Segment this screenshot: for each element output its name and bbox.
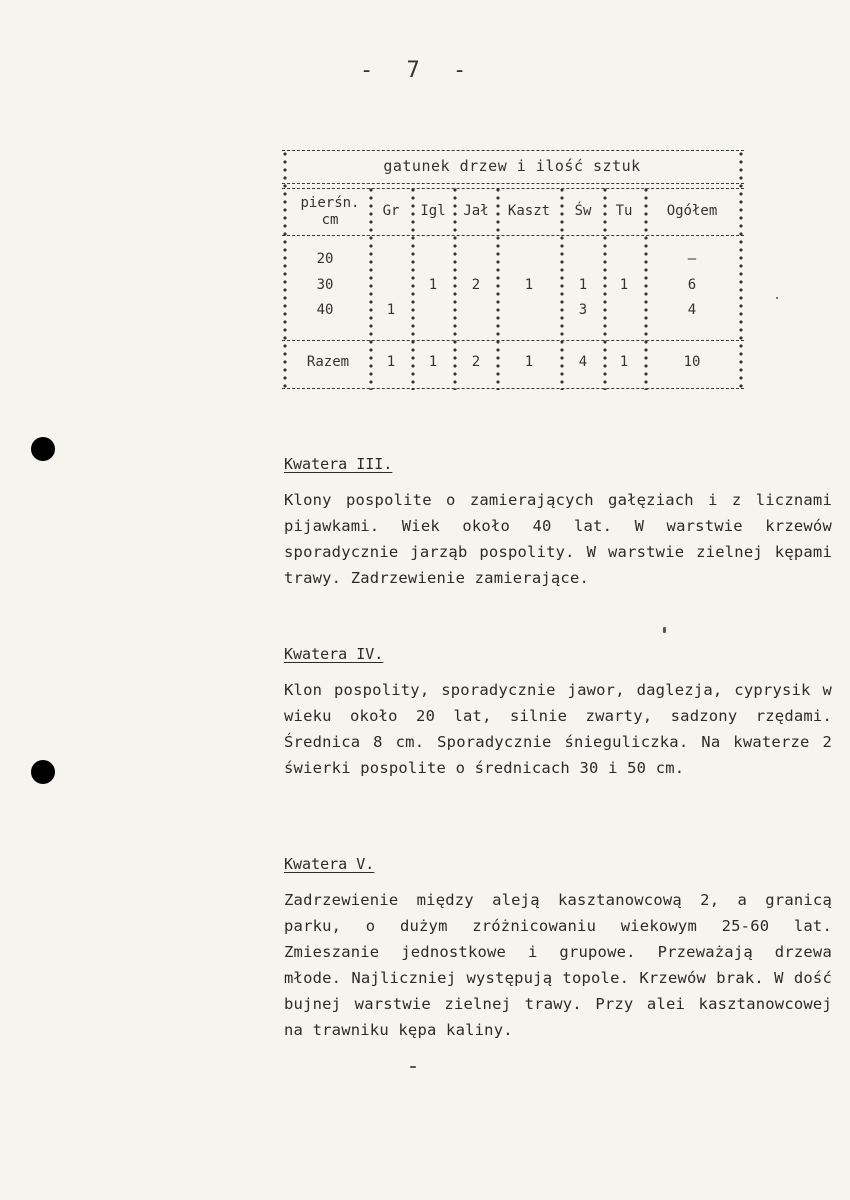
paper-speck <box>776 297 778 299</box>
paper-speck <box>663 627 666 633</box>
header-total: Ogółem <box>666 203 718 219</box>
table-rule <box>282 235 744 236</box>
row-igl: 1 <box>428 277 438 293</box>
section-heading: Kwatera V. <box>284 855 375 873</box>
row-sw: 3 <box>578 302 588 318</box>
sum-sw: 4 <box>578 354 588 370</box>
row-diam: 20 <box>316 251 334 267</box>
row-tu: 1 <box>619 277 629 293</box>
row-gr: 1 <box>386 302 396 318</box>
sum-label: Razem <box>306 354 350 370</box>
header-tu: Tu <box>615 203 633 219</box>
section-heading: Kwatera IV. <box>284 645 384 663</box>
table-rule-bottom <box>282 388 744 389</box>
sum-kaszt: 1 <box>524 354 534 370</box>
header-igl: Igl <box>420 203 446 219</box>
row-total: 6 <box>687 277 697 293</box>
header-gr: Gr <box>382 203 400 219</box>
row-total: 4 <box>687 302 697 318</box>
row-kaszt: 1 <box>524 277 534 293</box>
table-col-rule <box>738 150 744 390</box>
table-col-rule <box>643 186 649 390</box>
table-rule-top <box>282 150 744 151</box>
section-heading: Kwatera III. <box>284 455 393 473</box>
section-text: Klon pospolity, sporadycznie jawor, daglezja, cyprysik w wieku około 20 lat, silnie zwarty, sadzony rzędami. Średnica 8 cm. Sporadycznie śnieguliczka. Na kwaterze 2 świerki pospolite o średnicach 30 i 50 cm. <box>284 681 832 777</box>
section-text: Zadrzewienie między aleją kasztanowcową 2, a granicą parku, o dużym zróżnicowaniu wiekowym 25-60 lat. Zmieszanie jednostkowe i grupowe. Przeważają drzewa młode. Najliczniej występują topole. Krzewów brak. W dość bujnej warstwie zielnej trawy. Przy alei kasztanowcowej na trawniku kępa kaliny. <box>284 891 832 1039</box>
table-col-rule <box>282 150 288 390</box>
row-sw: 1 <box>578 277 588 293</box>
sum-jal: 2 <box>471 354 481 370</box>
sum-total: 10 <box>683 354 701 370</box>
header-diameter <box>290 195 370 229</box>
section-kwatera-v <box>284 855 844 1043</box>
page-number: - 7 - <box>360 58 477 83</box>
paper-speck <box>410 1066 416 1068</box>
binder-hole <box>31 760 55 784</box>
row-jal: 2 <box>471 277 481 293</box>
header-diameter-unit: cm <box>321 212 339 228</box>
section-kwatera-iii <box>284 455 844 591</box>
header-kaszt: Kaszt <box>507 203 551 219</box>
table-rule <box>282 340 744 341</box>
sum-igl: 1 <box>428 354 438 370</box>
header-diameter-label: pierśn. <box>300 195 360 211</box>
row-diam: 30 <box>316 277 334 293</box>
header-jal: Jał <box>463 203 489 219</box>
section-kwatera-iv <box>284 645 844 781</box>
sum-tu: 1 <box>619 354 629 370</box>
sum-gr: 1 <box>386 354 396 370</box>
table-rule <box>282 183 744 184</box>
header-sw: Św <box>574 203 592 219</box>
row-total: – <box>687 251 697 267</box>
binder-hole <box>31 437 55 461</box>
table-title: gatunek drzew i ilość sztuk <box>383 157 641 175</box>
section-text: Klony pospolite o zamierających gałęziach i z licznami pijawkami. Wiek około 40 lat. W warstwie krzewów sporadycznie jarząb pospolity. W warstwie zielnej kępami trawy. Zadrzewienie zamierające. <box>284 491 832 587</box>
table-rule <box>282 188 744 189</box>
row-diam: 40 <box>316 302 334 318</box>
